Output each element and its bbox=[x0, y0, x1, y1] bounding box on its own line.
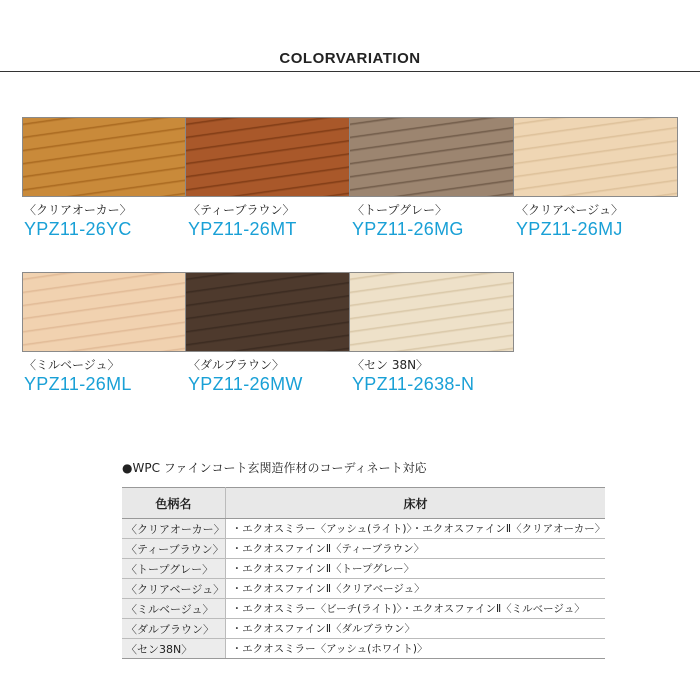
color-name: 〈トープグレー〉 bbox=[352, 203, 448, 217]
row-color-name: 〈トープグレー〉 bbox=[122, 559, 225, 579]
color-name: 〈ダルブラウン〉 bbox=[188, 358, 285, 372]
product-code: YPZ11-2638-N bbox=[352, 374, 475, 394]
row-floor-material: ・エクオスファインⅡ〈ティーブラウン〉 bbox=[225, 539, 605, 559]
row-color-name: 〈ミルベージュ〉 bbox=[122, 599, 225, 619]
swatch-caption bbox=[22, 202, 186, 240]
swatch-ml[interactable] bbox=[22, 272, 186, 352]
color-name: 〈ティーブラウン〉 bbox=[188, 203, 295, 217]
swatch-yc[interactable] bbox=[22, 117, 186, 197]
swatch-mw[interactable] bbox=[186, 272, 350, 352]
swatch-38n[interactable] bbox=[350, 272, 514, 352]
product-code: YPZ11-26MJ bbox=[516, 219, 623, 239]
row-floor-material: ・エクオスミラー〈アッシュ(ホワイト)〉 bbox=[225, 639, 605, 659]
row-floor-material: ・エクオスファインⅡ〈トープグレー〉 bbox=[225, 559, 605, 579]
row-color-name: 〈ティーブラウン〉 bbox=[122, 539, 225, 559]
table-header-row bbox=[122, 488, 605, 519]
swatch-row-1 bbox=[22, 117, 678, 197]
page-heading: COLORVARIATION bbox=[279, 50, 421, 67]
product-code: YPZ11-26MG bbox=[352, 219, 464, 239]
swatch-mj[interactable] bbox=[514, 117, 678, 197]
swatch-mg[interactable] bbox=[350, 117, 514, 197]
product-code: YPZ11-26YC bbox=[24, 219, 132, 239]
row-floor-material: ・エクオスミラー〈アッシュ(ライト)〉・エクオスファインⅡ〈クリアオーカー〉 bbox=[225, 519, 605, 539]
table-row bbox=[122, 519, 605, 539]
swatch-caption bbox=[514, 202, 678, 240]
table-row bbox=[122, 599, 605, 619]
row-color-name: 〈ダルブラウン〉 bbox=[122, 619, 225, 639]
product-code: YPZ11-26MW bbox=[188, 374, 303, 394]
table-row bbox=[122, 579, 605, 599]
table-row bbox=[122, 539, 605, 559]
swatch-caption bbox=[22, 357, 186, 395]
row-color-name: 〈クリアベージュ〉 bbox=[122, 579, 225, 599]
swatch-caption bbox=[186, 357, 350, 395]
row-floor-material: ・エクオスミラー〈ビーチ(ライト)〉・エクオスファインⅡ〈ミルベージュ〉 bbox=[225, 599, 605, 619]
color-name: 〈クリアオーカー〉 bbox=[24, 203, 132, 217]
row-floor-material: ・エクオスファインⅡ〈クリアベージュ〉 bbox=[225, 579, 605, 599]
swatch-caption bbox=[186, 202, 350, 240]
coordination-table bbox=[122, 487, 605, 659]
swatch-row-2 bbox=[22, 272, 514, 352]
header-floor-material: 床材 bbox=[225, 488, 605, 519]
table-row bbox=[122, 619, 605, 639]
color-name: 〈セン 38N〉 bbox=[352, 358, 429, 372]
product-code: YPZ11-26ML bbox=[24, 374, 132, 394]
swatch-caption bbox=[350, 357, 514, 395]
table-row bbox=[122, 559, 605, 579]
table-row bbox=[122, 639, 605, 659]
row-floor-material: ・エクオスファインⅡ〈ダルブラウン〉 bbox=[225, 619, 605, 639]
color-name: 〈ミルベージュ〉 bbox=[24, 358, 120, 372]
table-title: ●WPC ファインコート玄関造作材のコーディネート対応 bbox=[122, 461, 427, 475]
color-name: 〈クリアベージュ〉 bbox=[516, 203, 624, 217]
caption-row-2 bbox=[22, 357, 514, 395]
product-code: YPZ11-26MT bbox=[188, 219, 297, 239]
caption-row-1 bbox=[22, 202, 678, 240]
header-color-name: 色柄名 bbox=[122, 488, 225, 519]
swatch-caption bbox=[350, 202, 514, 240]
row-color-name: 〈クリアオーカー〉 bbox=[122, 519, 225, 539]
row-color-name: 〈セン38N〉 bbox=[122, 639, 225, 659]
heading-divider bbox=[0, 71, 700, 72]
swatch-mt[interactable] bbox=[186, 117, 350, 197]
